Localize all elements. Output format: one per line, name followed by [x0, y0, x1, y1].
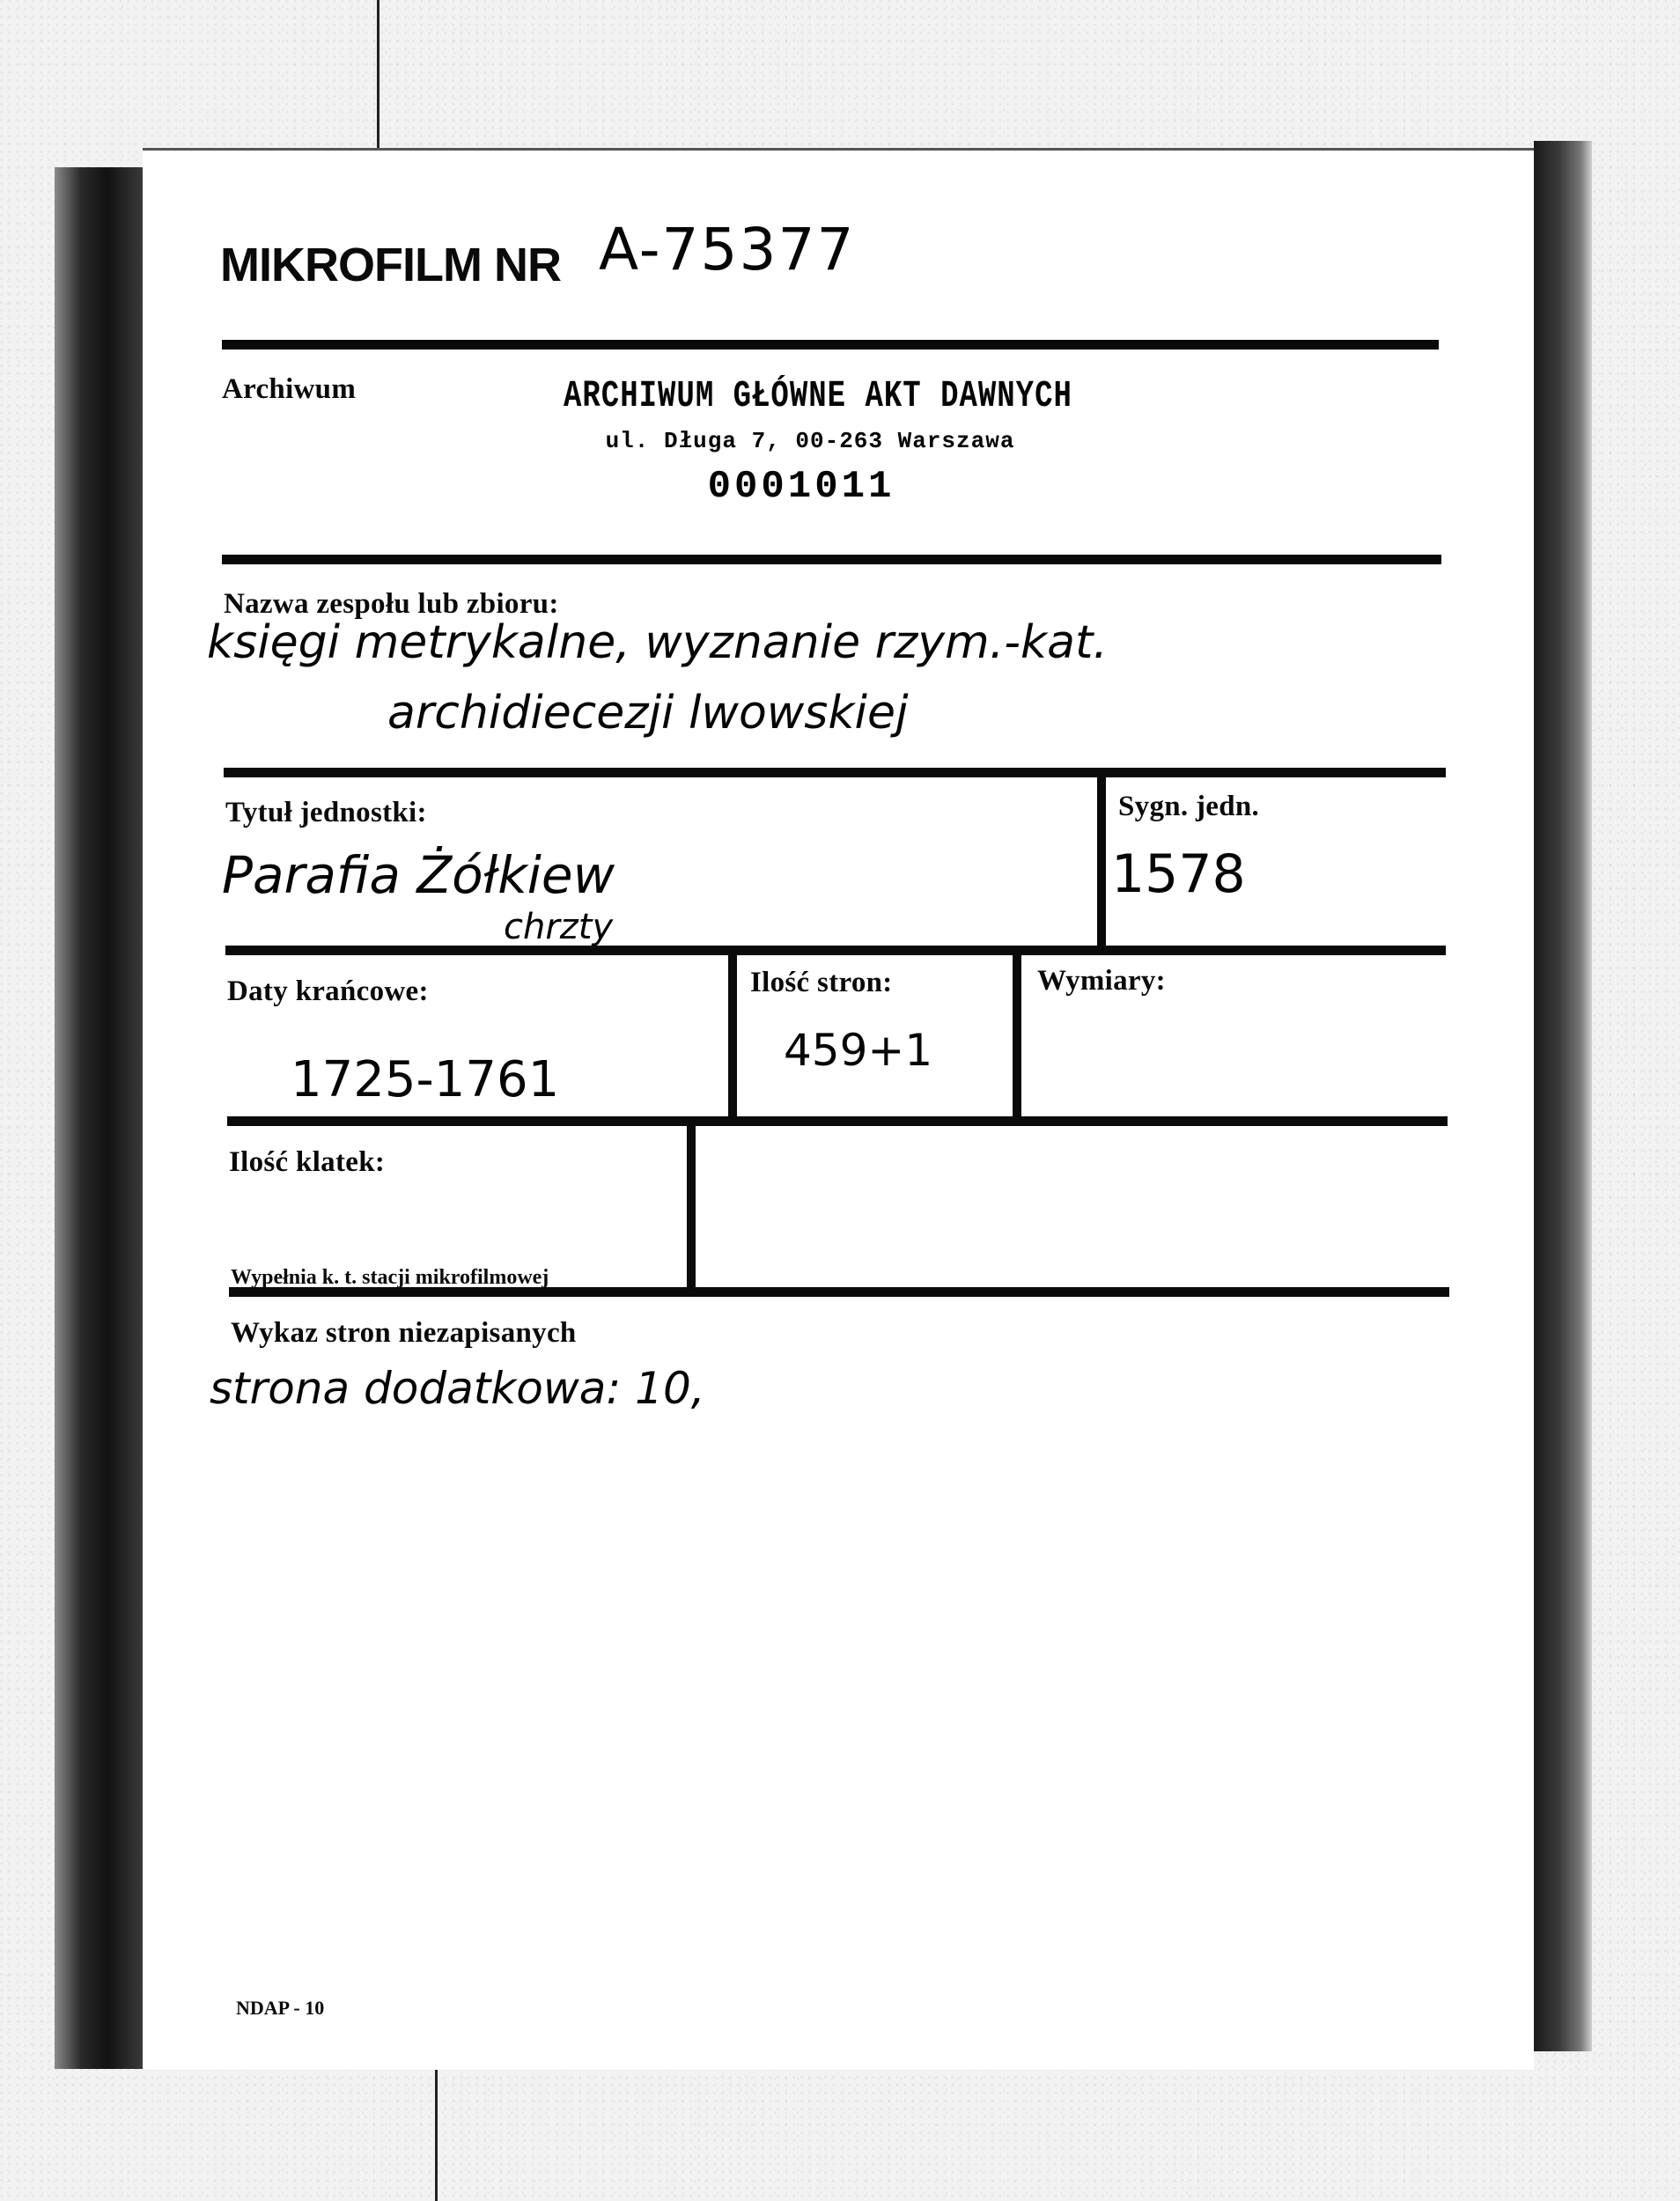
rule-5 [227, 1116, 1448, 1126]
sygnatura-value: 1578 [1111, 843, 1246, 905]
rule-2 [222, 555, 1441, 564]
archive-stamp-name: ARCHIWUM GŁÓWNE AKT DAWNYCH [564, 376, 1072, 418]
wymiary-label: Wymiary: [1037, 965, 1166, 997]
daty-value: 1725-1761 [291, 1051, 560, 1108]
strony-label: Ilość stron: [750, 967, 893, 998]
klatki-label: Ilość klatek: [229, 1146, 386, 1178]
archive-stamp-code: 0001011 [707, 465, 895, 509]
page-title: MIKROFILM NR [220, 239, 561, 291]
daty-label: Daty krańcowe: [227, 975, 429, 1007]
card-shadow-left [55, 167, 143, 2069]
form-code: NDAP - 10 [236, 1997, 325, 2019]
divider-strony-right [1013, 953, 1021, 1122]
tytul-label: Tytuł jednostki: [225, 797, 427, 828]
strony-value: 459+1 [784, 1025, 933, 1076]
fold-line-top [377, 0, 379, 151]
niezapisane-label: Wykaz stron niezapisanych [231, 1317, 577, 1349]
microfilm-number: A-75377 [599, 216, 856, 283]
klatki-note: Wypełnia k. t. stacji mikrofilmowej [231, 1266, 549, 1289]
zespol-value-line2: archidiecezji lwowskiej [387, 687, 909, 740]
tytul-value-line2: chrzty [504, 907, 614, 947]
fold-line-bottom [435, 2069, 438, 2201]
rule-4 [225, 946, 1446, 955]
archiwum-label: Archiwum [222, 373, 357, 405]
rule-1 [222, 340, 1439, 350]
sygnatura-label: Sygn. jedn. [1118, 791, 1260, 822]
zespol-label: Nazwa zespołu lub zbioru: [224, 588, 559, 620]
tytul-value-line1: Parafia Żółkiew [222, 845, 615, 905]
rule-3 [224, 768, 1446, 777]
card-shadow-right [1534, 141, 1592, 2051]
archive-stamp-address: ul. Długa 7, 00-263 Warszawa [605, 428, 1015, 454]
zespol-value-line1: księgi metrykalne, wyznanie rzym.-kat. [207, 616, 1108, 669]
divider-strony-left [728, 953, 737, 1122]
divider-sygnatura [1097, 775, 1106, 947]
niezapisane-value: strona dodatkowa: 10, [210, 1363, 705, 1414]
divider-klatki [687, 1123, 696, 1296]
